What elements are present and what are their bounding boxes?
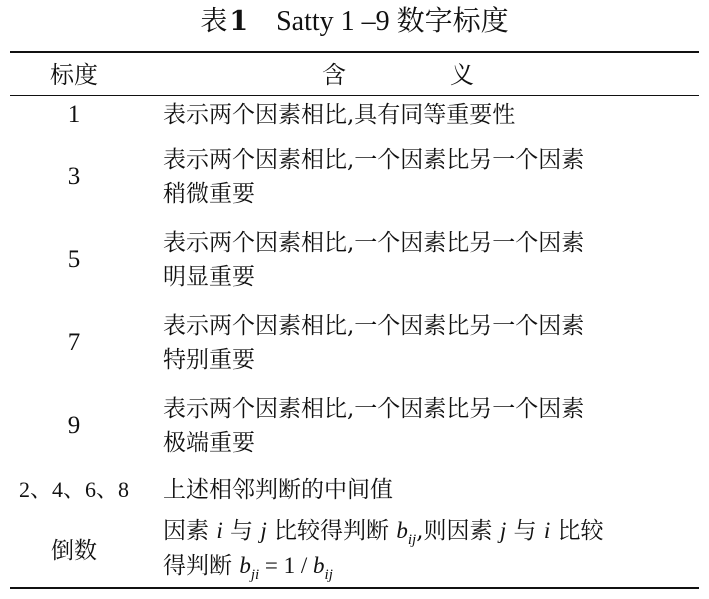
header-meaning: 含 义 — [322, 61, 514, 89]
row-scale-reciprocal: 倒数 — [51, 538, 97, 564]
subscript-ij: ij — [324, 567, 333, 583]
row-meaning-5-line1: 表示两个因素相比,一个因素比另一个因素 — [163, 230, 585, 256]
text-segment: 因素 — [163, 518, 217, 544]
table-header-rule — [10, 95, 699, 96]
text-segment: 得判断 — [163, 553, 240, 579]
caption-number: 1 — [229, 6, 249, 37]
text-segment: 与 — [506, 518, 544, 544]
row-scale-1: 1 — [67, 101, 81, 128]
row-meaning-intermediate: 上述相邻判断的中间值 — [163, 477, 393, 503]
header-scale: 标度 — [50, 61, 98, 89]
row-meaning-9-line1: 表示两个因素相比,一个因素比另一个因素 — [163, 396, 585, 422]
row-meaning-9-line2: 极端重要 — [163, 430, 255, 456]
table-top-rule — [10, 51, 699, 53]
table-bottom-rule — [10, 587, 699, 589]
equation-operator: = 1 / — [259, 553, 314, 578]
table-caption — [0, 4, 709, 40]
var-b: b — [396, 518, 408, 543]
row-meaning-3-line2: 稍微重要 — [163, 181, 255, 207]
text-segment: 比较 — [550, 518, 604, 544]
var-b: b — [239, 553, 251, 578]
row-meaning-7-line1: 表示两个因素相比,一个因素比另一个因素 — [163, 313, 585, 339]
row-scale-intermediate: 2、4、6、8 — [18, 477, 129, 502]
var-j: j — [499, 518, 507, 543]
text-segment: 与 — [222, 518, 261, 544]
row-meaning-5-line2: 明显重要 — [163, 264, 255, 290]
var-i: i — [543, 518, 551, 543]
row-meaning-1: 表示两个因素相比,具有同等重要性 — [163, 102, 516, 128]
subscript-ij: ij — [407, 532, 417, 548]
text-segment: ,则因素 — [416, 518, 500, 544]
row-meaning-3-line1: 表示两个因素相比,一个因素比另一个因素 — [163, 147, 585, 173]
text-segment: 比较得判断 — [266, 518, 397, 544]
row-scale-7: 7 — [67, 329, 81, 356]
subscript-ji: ji — [250, 567, 260, 583]
caption-prefix: 表 — [200, 6, 228, 37]
var-i: i — [216, 518, 223, 543]
caption-title: Satty 1 –9 数字标度 — [276, 6, 509, 37]
row-scale-9: 9 — [67, 412, 81, 439]
row-scale-5: 5 — [67, 246, 81, 273]
var-j: j — [260, 518, 267, 543]
var-b: b — [313, 553, 325, 578]
row-scale-3: 3 — [67, 163, 81, 190]
row-meaning-7-line2: 特别重要 — [163, 347, 255, 373]
